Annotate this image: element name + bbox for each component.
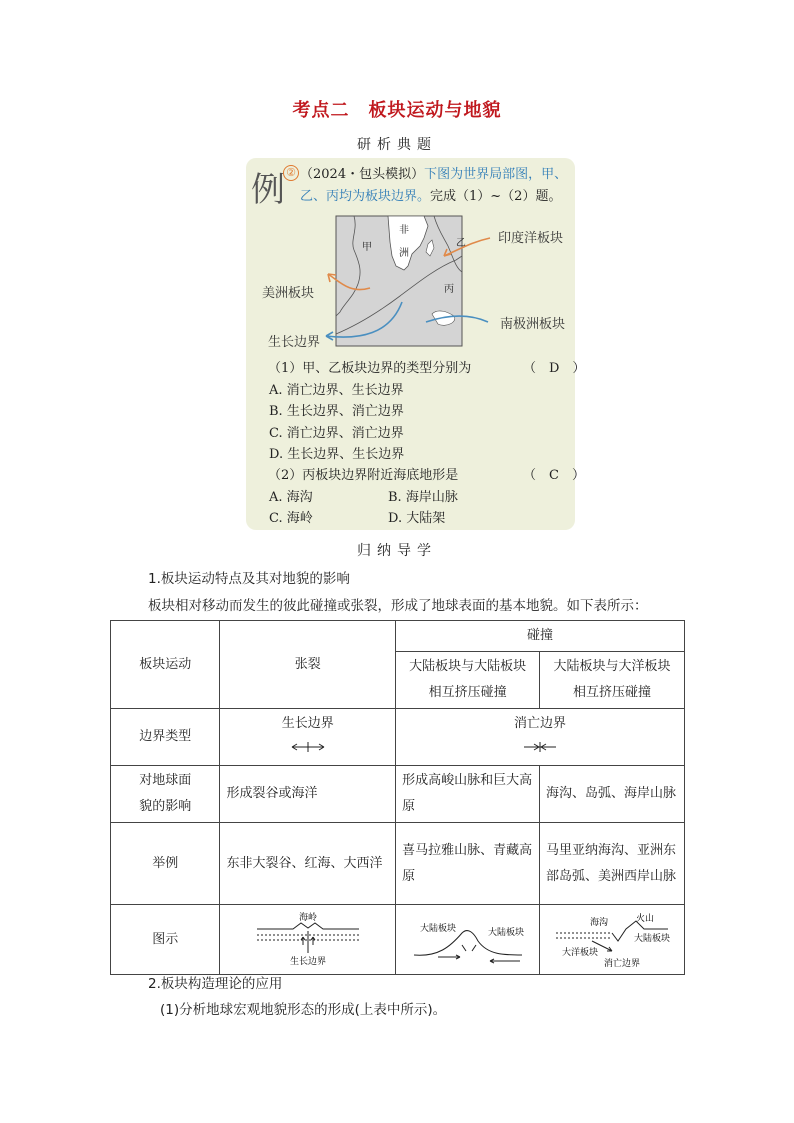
effect-continent-continent: 形成高峻山脉和巨大高原 (396, 766, 540, 823)
example-prompt: 下图为世界局部图，甲、乙、丙均为板块边界。 (300, 167, 568, 204)
diagram-continent-collision (408, 911, 528, 969)
question-1-option-b: B. 生长边界、消亡边界 (269, 404, 404, 419)
note-indian-plate: 印度洋板块 (498, 231, 564, 246)
fig1-label-ridge: 海岭 (298, 912, 317, 923)
section-heading-examples: 研析典题 (357, 137, 437, 153)
row-effect-label (111, 766, 220, 823)
question-1-option-d: D. 生长边界、生长边界 (269, 447, 405, 462)
effect-split: 形成裂谷或海洋 (220, 766, 396, 823)
row-diagram-label: 图示 (111, 905, 220, 975)
page-title: 考点二 板块运动与地貌 (292, 100, 502, 121)
row-effect-label-2: 貌的影响 (139, 799, 192, 814)
growth-boundary-text: 生长边界 (281, 716, 334, 731)
arrow-indian-plate (444, 238, 490, 256)
fig3-label-boundary: 消亡边界 (604, 958, 641, 969)
map-label-yi: 乙 (456, 238, 466, 249)
diagram-split-cell (220, 905, 396, 975)
example-source: （2024・包头模拟） (300, 167, 425, 182)
map-label-zhou: 洲 (399, 248, 409, 259)
header-collide: 碰撞 (396, 621, 685, 652)
example-continent-continent: 喜马拉雅山脉、青藏高原 (396, 823, 540, 905)
map-label-jia: 甲 (362, 242, 372, 253)
question-1-stem: （1）甲、乙板块边界的类型分别为 (268, 361, 472, 376)
plate-motion-table (110, 620, 685, 975)
fig3-label-trench: 海沟 (590, 917, 609, 928)
point-1-heading: 1.板块运动特点及其对地貌的影响 (148, 571, 350, 587)
fig3-label-continent: 大陆板块 (634, 933, 671, 944)
point-2-paragraph: (1)分析地球宏观地貌形态的形成(上表中所示)。 (160, 1002, 447, 1018)
header-co-line2: 相互挤压碰撞 (573, 685, 652, 700)
diagram-cc-cell (396, 905, 540, 975)
consume-boundary-cell (396, 709, 685, 766)
header-cc-line1: 大陆板块与大陆板块 (409, 659, 527, 674)
diagram-co-cell (540, 905, 685, 975)
header-cc-line2: 相互挤压碰撞 (428, 685, 507, 700)
fig3-label-volcano: 火山 (636, 913, 655, 924)
fig2-label-left: 大陆板块 (419, 923, 456, 934)
row-effect-label-1: 对地球面 (139, 773, 192, 788)
point-2-heading: 2.板块构造理论的应用 (148, 976, 283, 992)
arrow-american-plate (328, 274, 370, 290)
diagram-ocean-subduction (552, 911, 672, 969)
example-split: 东非大裂谷、红海、大西洋 (220, 823, 396, 905)
question-2-option-b: B. 海岸山脉 (388, 490, 458, 505)
example-instruction: 完成（1）~（2）题。 (430, 189, 562, 204)
question-2-stem: （2）丙板块边界附近海底地形是 (268, 468, 459, 483)
header-plate-motion: 板块运动 (111, 621, 220, 709)
note-american-plate: 美洲板块 (262, 286, 315, 301)
question-2-option-a: A. 海沟 (269, 490, 313, 505)
header-co-line1: 大陆板块与大洋板块 (553, 659, 671, 674)
question-2-option-c: C. 海岭 (269, 511, 313, 526)
map-label-bing: 丙 (444, 284, 454, 295)
arrow-antarctic-plate (426, 316, 488, 322)
row-example-label: 举例 (111, 823, 220, 905)
question-1-answer: （ D ） (523, 361, 586, 376)
row-boundary-label: 边界类型 (111, 709, 220, 766)
header-split: 张裂 (220, 621, 396, 709)
point-1-paragraph: 板块相对移动而发生的彼此碰撞或张裂，形成了地球表面的基本地貌。如下表所示： (148, 598, 648, 614)
example-mark: 例 (251, 170, 285, 210)
diverging-arrows-icon (290, 741, 326, 753)
header-continent-ocean (540, 652, 685, 709)
converging-arrows-icon (522, 741, 558, 753)
question-1-option-a: A. 消亡边界、生长边界 (269, 383, 404, 398)
map-label-fei: 非 (399, 225, 409, 236)
fig2-label-right: 大陆板块 (487, 927, 524, 938)
effect-continent-ocean: 海沟、岛弧、海岸山脉 (540, 766, 685, 823)
question-1-option-c: C. 消亡边界、消亡边界 (269, 426, 404, 441)
growth-boundary-cell (220, 709, 396, 766)
note-antarctic-plate: 南极洲板块 (500, 317, 566, 332)
fig1-label-growth: 生长边界 (289, 956, 326, 967)
arrow-growth-boundary (326, 302, 402, 337)
example-intro (300, 164, 572, 208)
diagram-ocean-ridge (253, 911, 363, 969)
fig3-label-ocean: 大洋板块 (562, 947, 599, 958)
example-number: ② (283, 165, 299, 181)
question-2-option-d: D. 大陆架 (388, 511, 446, 526)
note-growth-boundary: 生长边界 (268, 335, 321, 350)
question-2-answer: （ C ） (523, 468, 585, 483)
section-heading-summary: 归纳导学 (357, 543, 437, 559)
example-continent-ocean: 马里亚纳海沟、亚洲东部岛弧、美洲西岸山脉 (540, 823, 685, 905)
header-continent-continent (396, 652, 540, 709)
consume-boundary-text: 消亡边界 (514, 716, 567, 731)
